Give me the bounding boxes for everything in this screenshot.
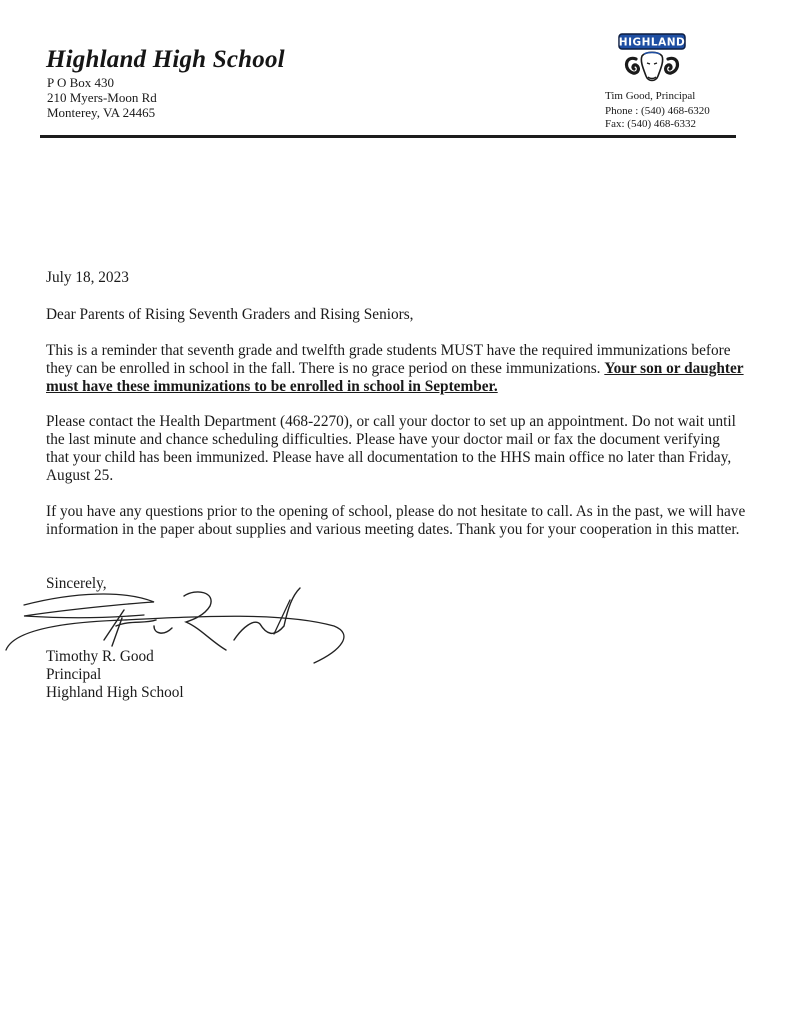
signer-name: Timothy R. Good: [46, 648, 154, 665]
address-street: 210 Myers-Moon Rd: [47, 90, 157, 105]
principal-name: Tim Good, Principal: [605, 90, 696, 102]
signer-title: Principal: [46, 666, 102, 683]
paragraph-health-department: Please contact the Health Department (468-2270), or call your doctor to set up an appointment. Do not wait until the last minute and chance scheduling difficulties. Please have your doctor mail or fax the document verifying that your child has been immunized. Please have all documentation to the HHS main office no later than Friday, August 25.: [46, 413, 736, 484]
address-city: Monterey, VA 24465: [47, 105, 156, 120]
paragraph-immunization-text: This is a reminder that seventh grade and twelfth grade students MUST have the required immunizations before they can be enrolled in school in the fall. There is no grace period on these immunizations.: [46, 342, 731, 377]
signer-organization: Highland High School: [46, 684, 184, 701]
school-name: Highland High School: [46, 46, 285, 73]
letter-greeting: Dear Parents of Rising Seventh Graders and Rising Seniors,: [46, 306, 414, 323]
address-po-box: P O Box 430: [47, 75, 115, 90]
paragraph-immunization-reminder: [46, 342, 746, 396]
letterhead-divider: [40, 135, 736, 138]
phone-number: Phone : (540) 468-6320: [605, 105, 710, 117]
logo-text: HIGHLAND: [618, 36, 686, 49]
paragraph-questions: If you have any questions prior to the opening of school, please do not hesitate to call. As in the past, we will have information in the paper about supplies and various meeting dates. Thank you for your cooperation in this matter.: [46, 503, 746, 538]
letter-date: July 18, 2023: [46, 269, 129, 286]
ram-logo: [615, 32, 689, 88]
fax-number: Fax: (540) 468-6332: [605, 118, 697, 130]
closing: Sincerely,: [46, 575, 107, 592]
enrollment-requirement-emphasis: Your son or daughter must have these immunizations to be enrolled in school in September.: [46, 360, 744, 395]
